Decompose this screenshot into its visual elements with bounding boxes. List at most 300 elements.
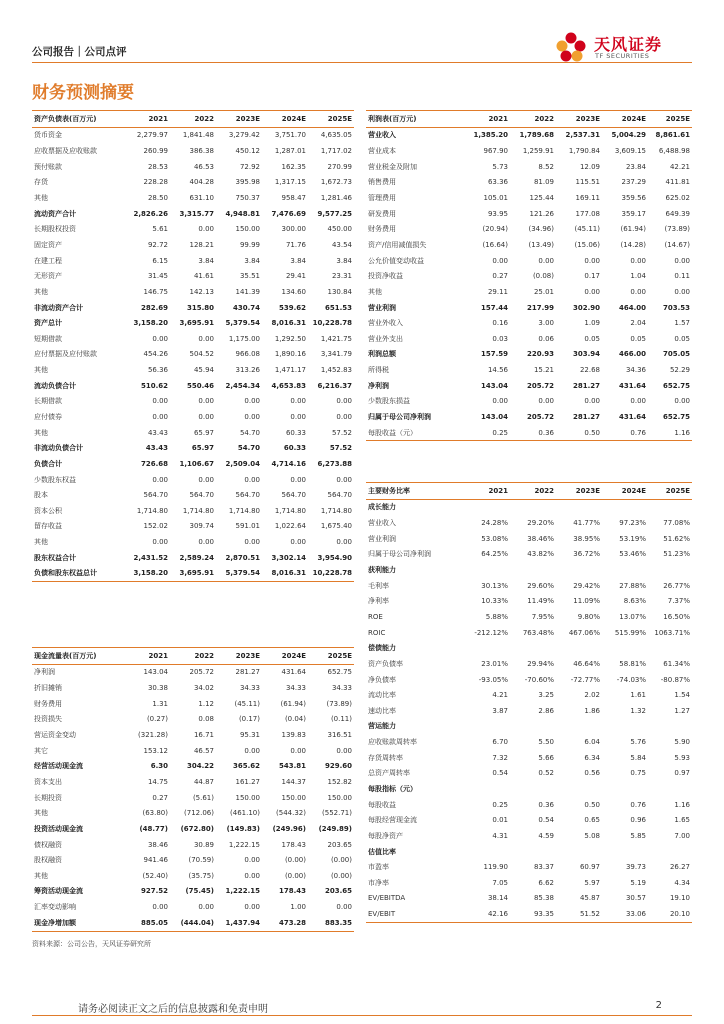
cell-value: 3.87 [492, 706, 508, 715]
cell-value: 0.00 [244, 856, 260, 865]
cell-value: 7.05 [492, 878, 508, 887]
cell-value: 0.00 [244, 903, 260, 912]
table-row [366, 609, 692, 625]
cell-value: (444.04) [170, 915, 216, 931]
cell-value: 25.01 [533, 287, 554, 296]
cell-value: 0.00 [538, 397, 554, 406]
cell-value: 304.22 [186, 762, 214, 771]
cell-value [466, 499, 510, 515]
cell-value: 205.72 [189, 668, 214, 677]
cell-value: 703.53 [662, 303, 690, 312]
table-row [32, 284, 354, 300]
row-label: 营业利润 [368, 534, 396, 543]
cell-value: 5.73 [492, 162, 508, 171]
table-row [32, 899, 354, 915]
cell-value [466, 844, 510, 860]
cell-value: 65.97 [193, 428, 214, 437]
cell-value: 93.35 [510, 906, 556, 922]
cell-value [648, 562, 692, 578]
table-row [366, 515, 692, 531]
cell-value: 5.50 [538, 738, 554, 747]
cell-value: (0.00) [330, 856, 352, 865]
cell-value: 39.73 [625, 863, 646, 872]
cell-value: 34.36 [625, 366, 646, 375]
cell-value: 0.54 [538, 816, 554, 825]
cell-value: (5.61) [192, 793, 214, 802]
cell-value: 450.00 [327, 225, 352, 234]
table-row [32, 143, 354, 159]
cell-value: 0.36 [510, 425, 556, 441]
table-row [366, 190, 692, 206]
cell-value: 1,106.67 [179, 459, 214, 468]
cell-value: 1.57 [674, 319, 690, 328]
cell-value: 5.76 [630, 738, 646, 747]
cell-value: 12.09 [579, 162, 600, 171]
table-row [32, 821, 354, 837]
header-year: 2021 [466, 111, 510, 128]
cell-value: 28.53 [147, 162, 168, 171]
cell-value: 543.81 [278, 762, 306, 771]
cell-value: 1,672.73 [320, 178, 352, 187]
cell-value: 0.00 [630, 287, 646, 296]
table-row [32, 519, 354, 535]
cell-value: 228.28 [143, 178, 168, 187]
cell-value: 146.75 [143, 287, 168, 296]
cell-value: 3,279.42 [228, 131, 260, 140]
row-label: 利润总额 [368, 350, 396, 359]
table-row [366, 766, 692, 782]
cell-value: 23.84 [625, 162, 646, 171]
cell-value: 139.83 [281, 731, 306, 740]
row-label: 流动资产合计 [34, 209, 76, 218]
cell-value: 3,315.77 [179, 209, 214, 218]
cell-value: 260.99 [143, 147, 168, 156]
table-row [366, 875, 692, 891]
cell-value: 726.68 [140, 459, 168, 468]
table-row [366, 828, 692, 844]
cell-value: 1,452.83 [320, 366, 352, 375]
row-label: 每股收益 [368, 800, 396, 809]
row-label: 存货 [34, 178, 48, 187]
cell-value: 0.76 [602, 425, 648, 441]
income-statement-table [366, 110, 692, 441]
cell-value: 431.64 [618, 412, 646, 421]
table-row [32, 221, 354, 237]
cell-value [602, 499, 648, 515]
row-label: 长期股权投资 [34, 225, 76, 234]
cell-value [648, 640, 692, 656]
table-row [32, 696, 354, 712]
cell-value: 395.98 [235, 178, 260, 187]
cell-value: 1,717.02 [320, 147, 352, 156]
row-label: 偿债能力 [368, 644, 396, 653]
cell-value: 54.70 [239, 428, 260, 437]
financial-ratios-table [366, 482, 692, 923]
row-label: 资本支出 [34, 777, 62, 786]
cell-value: 3.84 [336, 256, 352, 265]
cell-value: 0.00 [244, 871, 260, 880]
cell-value: 4,653.83 [271, 381, 306, 390]
cell-value: (73.89) [664, 225, 690, 234]
cell-value: 6,216.37 [317, 381, 352, 390]
table-row [366, 221, 692, 237]
cell-value: 0.00 [538, 256, 554, 265]
cell-value: 1,281.46 [320, 194, 352, 203]
cell-value: 1,175.00 [228, 334, 260, 343]
table-row [366, 409, 692, 425]
cell-value: 30.38 [147, 684, 168, 693]
table-row [366, 425, 692, 441]
row-label: 其他 [34, 538, 48, 547]
cell-value: 41.77% [573, 519, 600, 528]
cell-value: 652.75 [662, 381, 690, 390]
cell-value: 99.99 [239, 240, 260, 249]
cell-value: 46.64% [573, 659, 600, 668]
tf-securities-logo [554, 28, 694, 70]
cell-value: -93.05% [478, 675, 508, 684]
logo-subtitle: TF SECURITIES [595, 52, 650, 60]
row-label: 其它 [34, 746, 48, 755]
cell-value: 16.71 [193, 731, 214, 740]
cell-value: 270.99 [327, 162, 352, 171]
cell-value: 0.00 [674, 256, 690, 265]
cell-value: 72.92 [239, 162, 260, 171]
cell-value [602, 640, 648, 656]
row-label: 归属于母公司净利润 [368, 412, 431, 421]
cell-value: 125.44 [529, 194, 554, 203]
row-label: 少数股东权益 [34, 475, 76, 484]
cell-value: 404.28 [189, 178, 214, 187]
row-label: 现金净增加额 [32, 915, 128, 931]
cell-value: 510.62 [140, 381, 168, 390]
cell-value: (63.80) [142, 809, 168, 818]
table-header-row [32, 111, 354, 128]
cell-value: 1,789.68 [519, 131, 554, 140]
cell-value: 4,714.16 [271, 459, 306, 468]
cell-value: 0.00 [630, 256, 646, 265]
table-row [32, 805, 354, 821]
cell-value: 1,790.84 [568, 147, 600, 156]
cell-value: 464.00 [618, 303, 646, 312]
cell-value: (61.94) [280, 699, 306, 708]
table-row [366, 253, 692, 269]
cell-value: 0.36 [538, 800, 554, 809]
cell-value: 4,635.05 [320, 131, 352, 140]
cell-value: 0.00 [152, 903, 168, 912]
cell-value [602, 719, 648, 735]
cell-value: (712.06) [184, 809, 214, 818]
table-row [32, 425, 354, 441]
cell-value: 1063.71% [654, 628, 690, 637]
cell-value: (149.83) [226, 824, 260, 833]
cell-value: 0.05 [674, 334, 690, 343]
cell-value: 0.25 [466, 425, 510, 441]
cell-value: 51.52 [556, 906, 602, 922]
cell-value: 0.00 [198, 475, 214, 484]
cell-value: 0.00 [290, 397, 306, 406]
cell-value: 45.94 [193, 366, 214, 375]
cell-value: 10.33% [481, 597, 508, 606]
cell-value: 20.10 [648, 906, 692, 922]
cell-value: 5.19 [630, 878, 646, 887]
table-row [32, 362, 354, 378]
cell-value: 83.37 [533, 863, 554, 872]
header-year: 2021 [466, 483, 510, 500]
cell-value: (20.94) [482, 225, 508, 234]
cell-value: 0.11 [674, 272, 690, 281]
cell-value: (249.96) [272, 824, 306, 833]
cell-value: 958.47 [281, 194, 306, 203]
cell-value: 150.00 [235, 225, 260, 234]
table-row [32, 440, 354, 456]
cell-value: 3,302.14 [271, 553, 306, 562]
table-row [32, 852, 354, 868]
cell-value: 15.21 [533, 366, 554, 375]
row-label: EV/EBITDA [368, 894, 406, 903]
table-row [32, 487, 354, 503]
cell-value: 4.34 [674, 878, 690, 887]
cell-value: 1.04 [630, 272, 646, 281]
cell-value: 0.00 [198, 334, 214, 343]
cell-value [602, 781, 648, 797]
cell-value [510, 640, 556, 656]
cell-value: 7.00 [674, 831, 690, 840]
row-label: 每股经营现金流 [368, 816, 417, 825]
row-label: 应收票据及应收账款 [34, 147, 97, 156]
header-divider [32, 62, 692, 63]
cell-value: (552.71) [322, 809, 352, 818]
cell-value: 539.62 [278, 303, 306, 312]
cell-value: 652.75 [662, 412, 690, 421]
cell-value: 33.06 [602, 906, 648, 922]
row-label: 长期借款 [34, 397, 62, 406]
cell-value [556, 562, 602, 578]
cell-value: 2,509.04 [225, 459, 260, 468]
cell-value: 0.00 [198, 412, 214, 421]
row-label: 其他 [34, 287, 48, 296]
table-row [32, 680, 354, 696]
cell-value: 1.32 [630, 706, 646, 715]
cell-value: 36.72% [573, 550, 600, 559]
cell-value: 1,890.16 [274, 350, 306, 359]
cell-value [466, 562, 510, 578]
cell-value: 3,158.20 [128, 566, 170, 582]
cell-value: 0.65 [584, 816, 600, 825]
table-row [366, 531, 692, 547]
cell-value: 282.69 [140, 303, 168, 312]
cell-value: 0.00 [336, 903, 352, 912]
table-row [32, 550, 354, 566]
cell-value: 38.46% [527, 534, 554, 543]
cell-value [510, 719, 556, 735]
table-row [366, 906, 692, 922]
cell-value: 386.38 [189, 147, 214, 156]
cell-value: 23.31 [331, 272, 352, 281]
cell-value: 42.21 [669, 162, 690, 171]
cell-value [510, 781, 556, 797]
table-row [366, 237, 692, 253]
cell-value: (14.28) [620, 240, 646, 249]
cell-value: 43.82% [527, 550, 554, 559]
cell-value: 11.49% [527, 597, 554, 606]
row-label: 债权融资 [34, 840, 62, 849]
cell-value: 10,228.78 [312, 319, 352, 328]
table-row [366, 143, 692, 159]
cell-value: 6,488.98 [658, 147, 690, 156]
header-year: 2023E [556, 483, 602, 500]
row-label: 长期投资 [34, 793, 62, 802]
table-row [366, 797, 692, 813]
cell-value: 315.80 [186, 303, 214, 312]
cell-value: 46.57 [193, 746, 214, 755]
table-row [366, 781, 692, 797]
row-label: 营业收入 [368, 131, 396, 140]
cell-value: 23.01% [481, 659, 508, 668]
cell-value: 0.27 [492, 272, 508, 281]
table-row [32, 884, 354, 900]
cell-value: 130.84 [327, 287, 352, 296]
cell-value: 77.08% [663, 519, 690, 528]
cell-value: 92.72 [147, 240, 168, 249]
table-row [32, 190, 354, 206]
row-label: 短期借款 [34, 334, 62, 343]
table-row [32, 347, 354, 363]
logo-name: 天风证券 [594, 35, 663, 54]
cell-value: 38.14 [487, 894, 508, 903]
cell-value: 0.17 [584, 272, 600, 281]
cell-value: 5.84 [630, 753, 646, 762]
cell-value: 3.84 [244, 256, 260, 265]
cell-value: 0.00 [630, 397, 646, 406]
cell-value: 8,861.61 [655, 131, 690, 140]
header-year: 2022 [170, 111, 216, 128]
cell-value: 1,437.94 [216, 915, 262, 931]
cell-value: (13.49) [528, 240, 554, 249]
cell-value: 0.00 [674, 397, 690, 406]
cell-value: 115.51 [575, 178, 600, 187]
header-year: 2021 [128, 111, 170, 128]
table-row [366, 175, 692, 191]
cell-value: 1,714.80 [320, 506, 352, 515]
cell-value: 0.00 [152, 538, 168, 547]
cell-value: 0.00 [198, 538, 214, 547]
logo-flower-icon [554, 30, 588, 64]
row-label: 营运能力 [368, 722, 396, 731]
row-label: 筹资活动现金流 [34, 887, 83, 896]
cell-value: (45.11) [234, 699, 260, 708]
table-row [32, 300, 354, 316]
cell-value: 3,695.91 [179, 319, 214, 328]
table-row [32, 837, 354, 853]
cell-value: 220.93 [526, 350, 554, 359]
cell-value: 5.93 [674, 753, 690, 762]
cell-value: 60.33 [283, 444, 306, 453]
header-year: 2021 [128, 648, 170, 665]
table-row [366, 578, 692, 594]
row-label: 营业税金及附加 [368, 162, 417, 171]
row-label: 股本 [34, 491, 48, 500]
row-label: 估值比率 [368, 847, 396, 856]
cell-value: 625.02 [665, 194, 690, 203]
cell-value: 5,004.29 [611, 131, 646, 140]
table-row [32, 915, 354, 931]
cell-value: (0.00) [284, 871, 306, 880]
cell-value: 0.00 [152, 475, 168, 484]
cell-value: 359.56 [621, 194, 646, 203]
cell-value: 178.43 [278, 887, 306, 896]
cell-value: 30.13% [481, 581, 508, 590]
cell-value: 631.10 [189, 194, 214, 203]
row-label: 营业成本 [368, 147, 396, 156]
header-label: 资产负债表(百万元) [32, 111, 128, 128]
cell-value: 0.08 [198, 715, 214, 724]
cell-value: 2,454.34 [225, 381, 260, 390]
cell-value: 564.70 [235, 491, 260, 500]
cell-value: 3,954.90 [317, 553, 352, 562]
cell-value: 1.16 [648, 425, 692, 441]
cell-value: 0.76 [630, 800, 646, 809]
row-label: 市盈率 [368, 863, 389, 872]
report-category: 公司报告｜公司点评 [32, 46, 127, 58]
cell-value: 1.86 [584, 706, 600, 715]
cell-value: (0.04) [284, 715, 306, 724]
table-row [32, 237, 354, 253]
cell-value: 8.52 [538, 162, 554, 171]
cell-value: 431.64 [618, 381, 646, 390]
row-label: 营业外支出 [368, 334, 403, 343]
cell-value: 22.68 [579, 366, 600, 375]
row-label: 总资产周转率 [368, 769, 410, 778]
cell-value: 1,714.80 [182, 506, 214, 515]
table-row [32, 727, 354, 743]
table-row [32, 394, 354, 410]
cell-value: 431.64 [281, 668, 306, 677]
cell-value: 651.53 [324, 303, 352, 312]
cell-value: 143.04 [143, 668, 168, 677]
row-label: 净利润 [368, 381, 389, 390]
cell-value: 2,589.24 [179, 553, 214, 562]
cell-value: 0.00 [336, 475, 352, 484]
cell-value: 141.39 [235, 287, 260, 296]
cell-value: 0.00 [152, 334, 168, 343]
cell-value: 1.61 [630, 691, 646, 700]
cell-value: 14.75 [147, 777, 168, 786]
cell-value: 35.51 [239, 272, 260, 281]
cell-value: 60.33 [285, 428, 306, 437]
table-row [32, 712, 354, 728]
cell-value: 0.25 [492, 800, 508, 809]
header-year: 2022 [510, 483, 556, 500]
table-row [32, 409, 354, 425]
row-label: 汇率变动影响 [34, 903, 76, 912]
cell-value: 303.94 [572, 350, 600, 359]
table-row [32, 175, 354, 191]
cell-value: 19.10 [669, 894, 690, 903]
table-row [366, 362, 692, 378]
table-row [366, 750, 692, 766]
row-label: 资产/信用减值损失 [368, 240, 427, 249]
row-label: 财务费用 [34, 699, 62, 708]
table-row [366, 719, 692, 735]
cell-value: -74.03% [616, 675, 646, 684]
cell-value: 0.00 [244, 412, 260, 421]
cell-value: 1,292.50 [274, 334, 306, 343]
cell-value: 162.35 [281, 162, 306, 171]
cell-value: 61.34% [663, 659, 690, 668]
cell-value: 29.11 [487, 287, 508, 296]
cell-value: 967.90 [483, 147, 508, 156]
table-header-row [366, 483, 692, 500]
